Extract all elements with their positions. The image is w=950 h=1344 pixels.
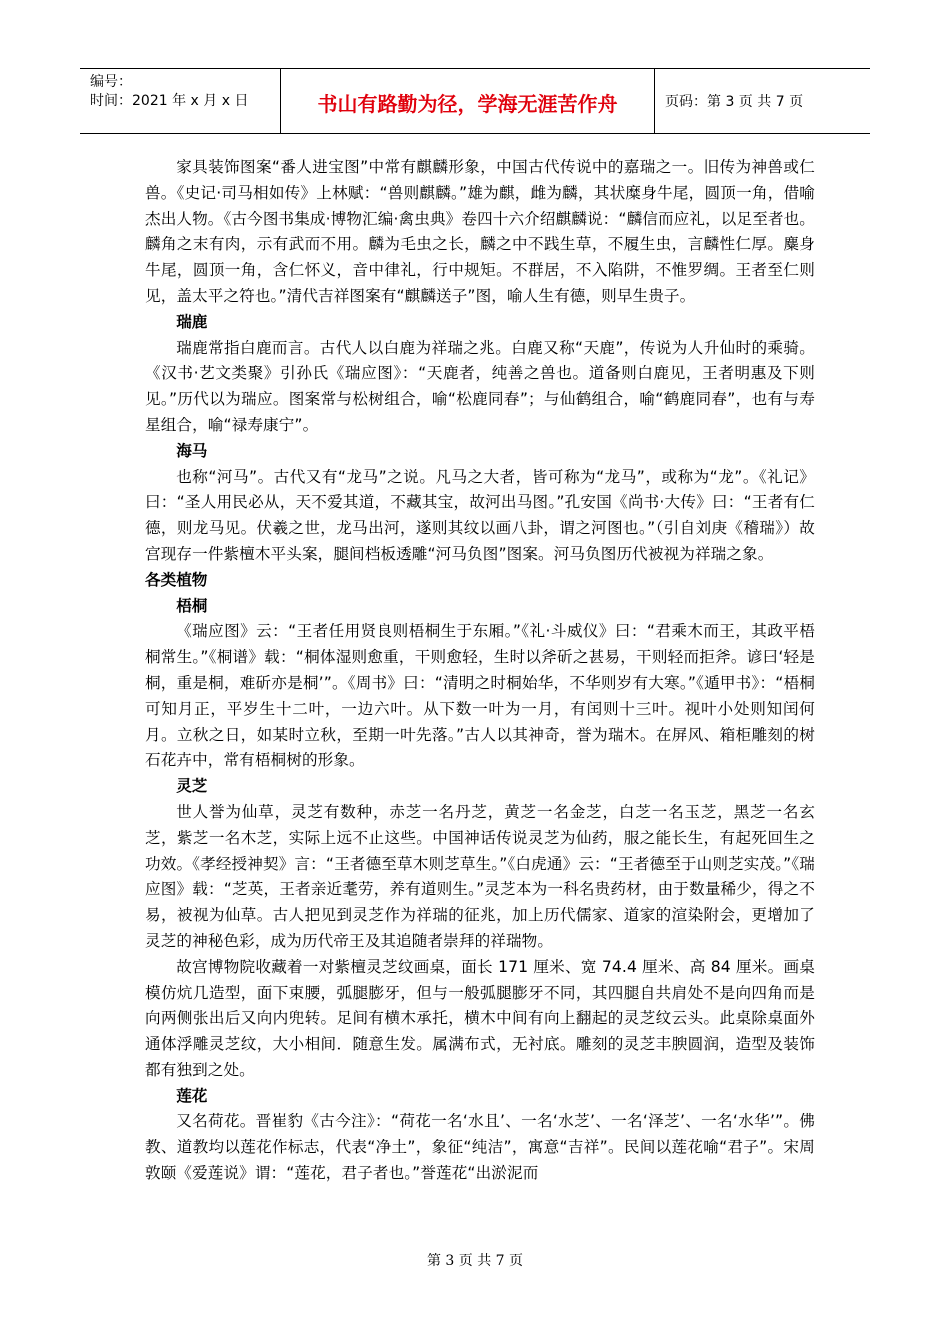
document-body (145, 155, 815, 1187)
paragraph-ruilu: 瑞鹿常指白鹿而言。古代人以白鹿为祥瑞之兆。白鹿又称“天鹿”，传说为人升仙时的乘骑。《汉书·艺文类聚》引孙氏《瑞应图》：“天鹿者，纯善之兽也。道备则白鹿见，王者明惠及下则见。”历代以为瑞应。图案常与松树组合，喻“松鹿同春”；与仙鹤组合，喻“鹤鹿同春”，也有与寿星组合，喻“禄寿康宁”。 (145, 338, 815, 434)
page-header (80, 68, 870, 134)
header-page-cell (655, 69, 870, 133)
document-number-label: 编号： (90, 74, 132, 90)
page-footer: 第 3 页 共 7 页 (426, 1253, 524, 1269)
paragraph-haima: 也称“河马”。古代又有“龙马”之说。凡马之大者，皆可称为“龙马”，或称为“龙”。《礼记》曰：“圣人用民必从，天不爱其道，不藏其宝，故河出马图。”孔安国《尚书·大传》曰：“王者有仁德，则龙马见。伏羲之世，龙马出河，遂则其纹以画八卦，谓之河图也。”（引自刘庚《稽瑞》）故宫现存一件紫檀木平头案，腿间档板透雕“河马负图”图案。河马负图历代被视为祥瑞之象。 (145, 467, 815, 563)
section-heading-lianhua: 莲花 (176, 1086, 208, 1105)
header-page-label: 页码：第 3 页 共 7 页 (665, 94, 804, 110)
document-date-label: 时间：2021 年 x 月 x 日 (90, 93, 249, 109)
section-heading-plants: 各类植物 (145, 570, 208, 589)
paragraph-lingzhi-2: 故宫博物院收藏着一对紫檀灵芝纹画桌，面长 171 厘米、宽 74.4 厘米、高 84 厘米。画桌模仿炕几造型，面下束腰，弧腿膨牙，但与一般弧腿膨牙不同，其四腿自共肩处不是向四角而是向两侧张出后又向内兜转。足间有横木承托，横木中间有向上翻起的灵芝纹云头。此桌除桌面外通体浮雕灵芝纹，大小相间．随意生发。属满布式，无衬底。雕刻的灵芝丰腴圆润，造型及装饰都有独到之处。 (145, 957, 815, 1079)
section-heading-haima: 海马 (176, 441, 208, 460)
header-motto-cell (281, 69, 655, 133)
paragraph-qilin: 家具装饰图案“番人进宝图”中常有麒麟形象，中国古代传说中的嘉瑞之一。旧传为神兽或仁兽。《史记·司马相如传》上林赋：“兽则麒麟。”雄为麒，雌为麟，其状糜身牛尾，圆顶一角，借喻杰出人物。《古今图书集成·博物汇编·禽虫典》卷四十六介绍麒麟说：“麟信而应礼，以足至者也。麟角之末有肉，示有武而不用。麟为毛虫之长，麟之中不践生草，不履生虫，言麟性仁厚。麋身牛尾，圆顶一角，含仁怀义，音中律礼，行中规矩。不群居，不入陷阱，不惟罗绸。王者至仁则见，盖太平之符也。”清代吉祥图案有“麒麟送子”图，喻人生有德，则早生贵子。 (145, 158, 815, 305)
section-heading-ruilu: 瑞鹿 (176, 312, 208, 331)
header-motto: 书山有路勤为径，学海无涯苦作舟 (317, 92, 618, 116)
paragraph-lingzhi-1: 世人誉为仙草，灵芝有数种，赤芝一名丹芝，黄芝一名金芝，白芝一名玉芝，黑芝一名玄芝，紫芝一名木芝，实际上远不止这些。中国神话传说灵芝为仙药，服之能长生，有起死回生之功效。《孝经授神契》言：“王者德至草木则芝草生。”《白虎通》云：“王者德至于山则芝实茂。”《瑞应图》载：“芝英，王者亲近耄劳，养有道则生。”灵芝本为一科名贵药材，由于数量稀少，得之不易，被视为仙草。古人把见到灵芝作为祥瑞的征兆，加上历代儒家、道家的渲染附会，更增加了灵芝的神秘色彩，成为历代帝王及其追随者崇拜的祥瑞物。 (145, 802, 815, 950)
paragraph-wutong: 《瑞应图》云：“王者任用贤良则梧桐生于东厢。”《礼·斗威仪》曰：“君乘木而王，其政平梧桐常生。”《桐谱》载：“桐体湿则愈重，干则愈轻，生时以斧斫之甚易，干则轻而拒斧。谚曰‘轻是桐，重是桐，难斫亦是桐’”。《周书》曰：“清明之时桐始华，不华则岁有大寒。”《遁甲书》：“梧桐可知月正，平岁生十二叶，一边六叶。从下数一叶为一月，有闰则十三叶。视叶小处则知闰何月。立秋之日，如某时立秋，至期一叶先落。”古人以其神奇，誉为瑞木。在屏风、箱柜雕刻的树石花卉中，常有梧桐树的形象。 (145, 622, 815, 770)
section-heading-wutong: 梧桐 (176, 596, 208, 615)
section-heading-lingzhi: 灵芝 (176, 777, 208, 796)
header-meta-cell (80, 69, 281, 133)
paragraph-lianhua: 又名荷花。晋崔豹《古今注》：“荷花一名‘水且’、一名‘水芝’、一名‘泽芝’、一名‘水华’”。佛教、道教均以莲花作标志，代表“净土”，象征“纯洁”，寓意“吉祥”。民间以莲花喻“君子”。宋周敦颐《爱莲说》谓：“莲花，君子者也。”誉莲花“出淤泥而 (145, 1112, 815, 1183)
